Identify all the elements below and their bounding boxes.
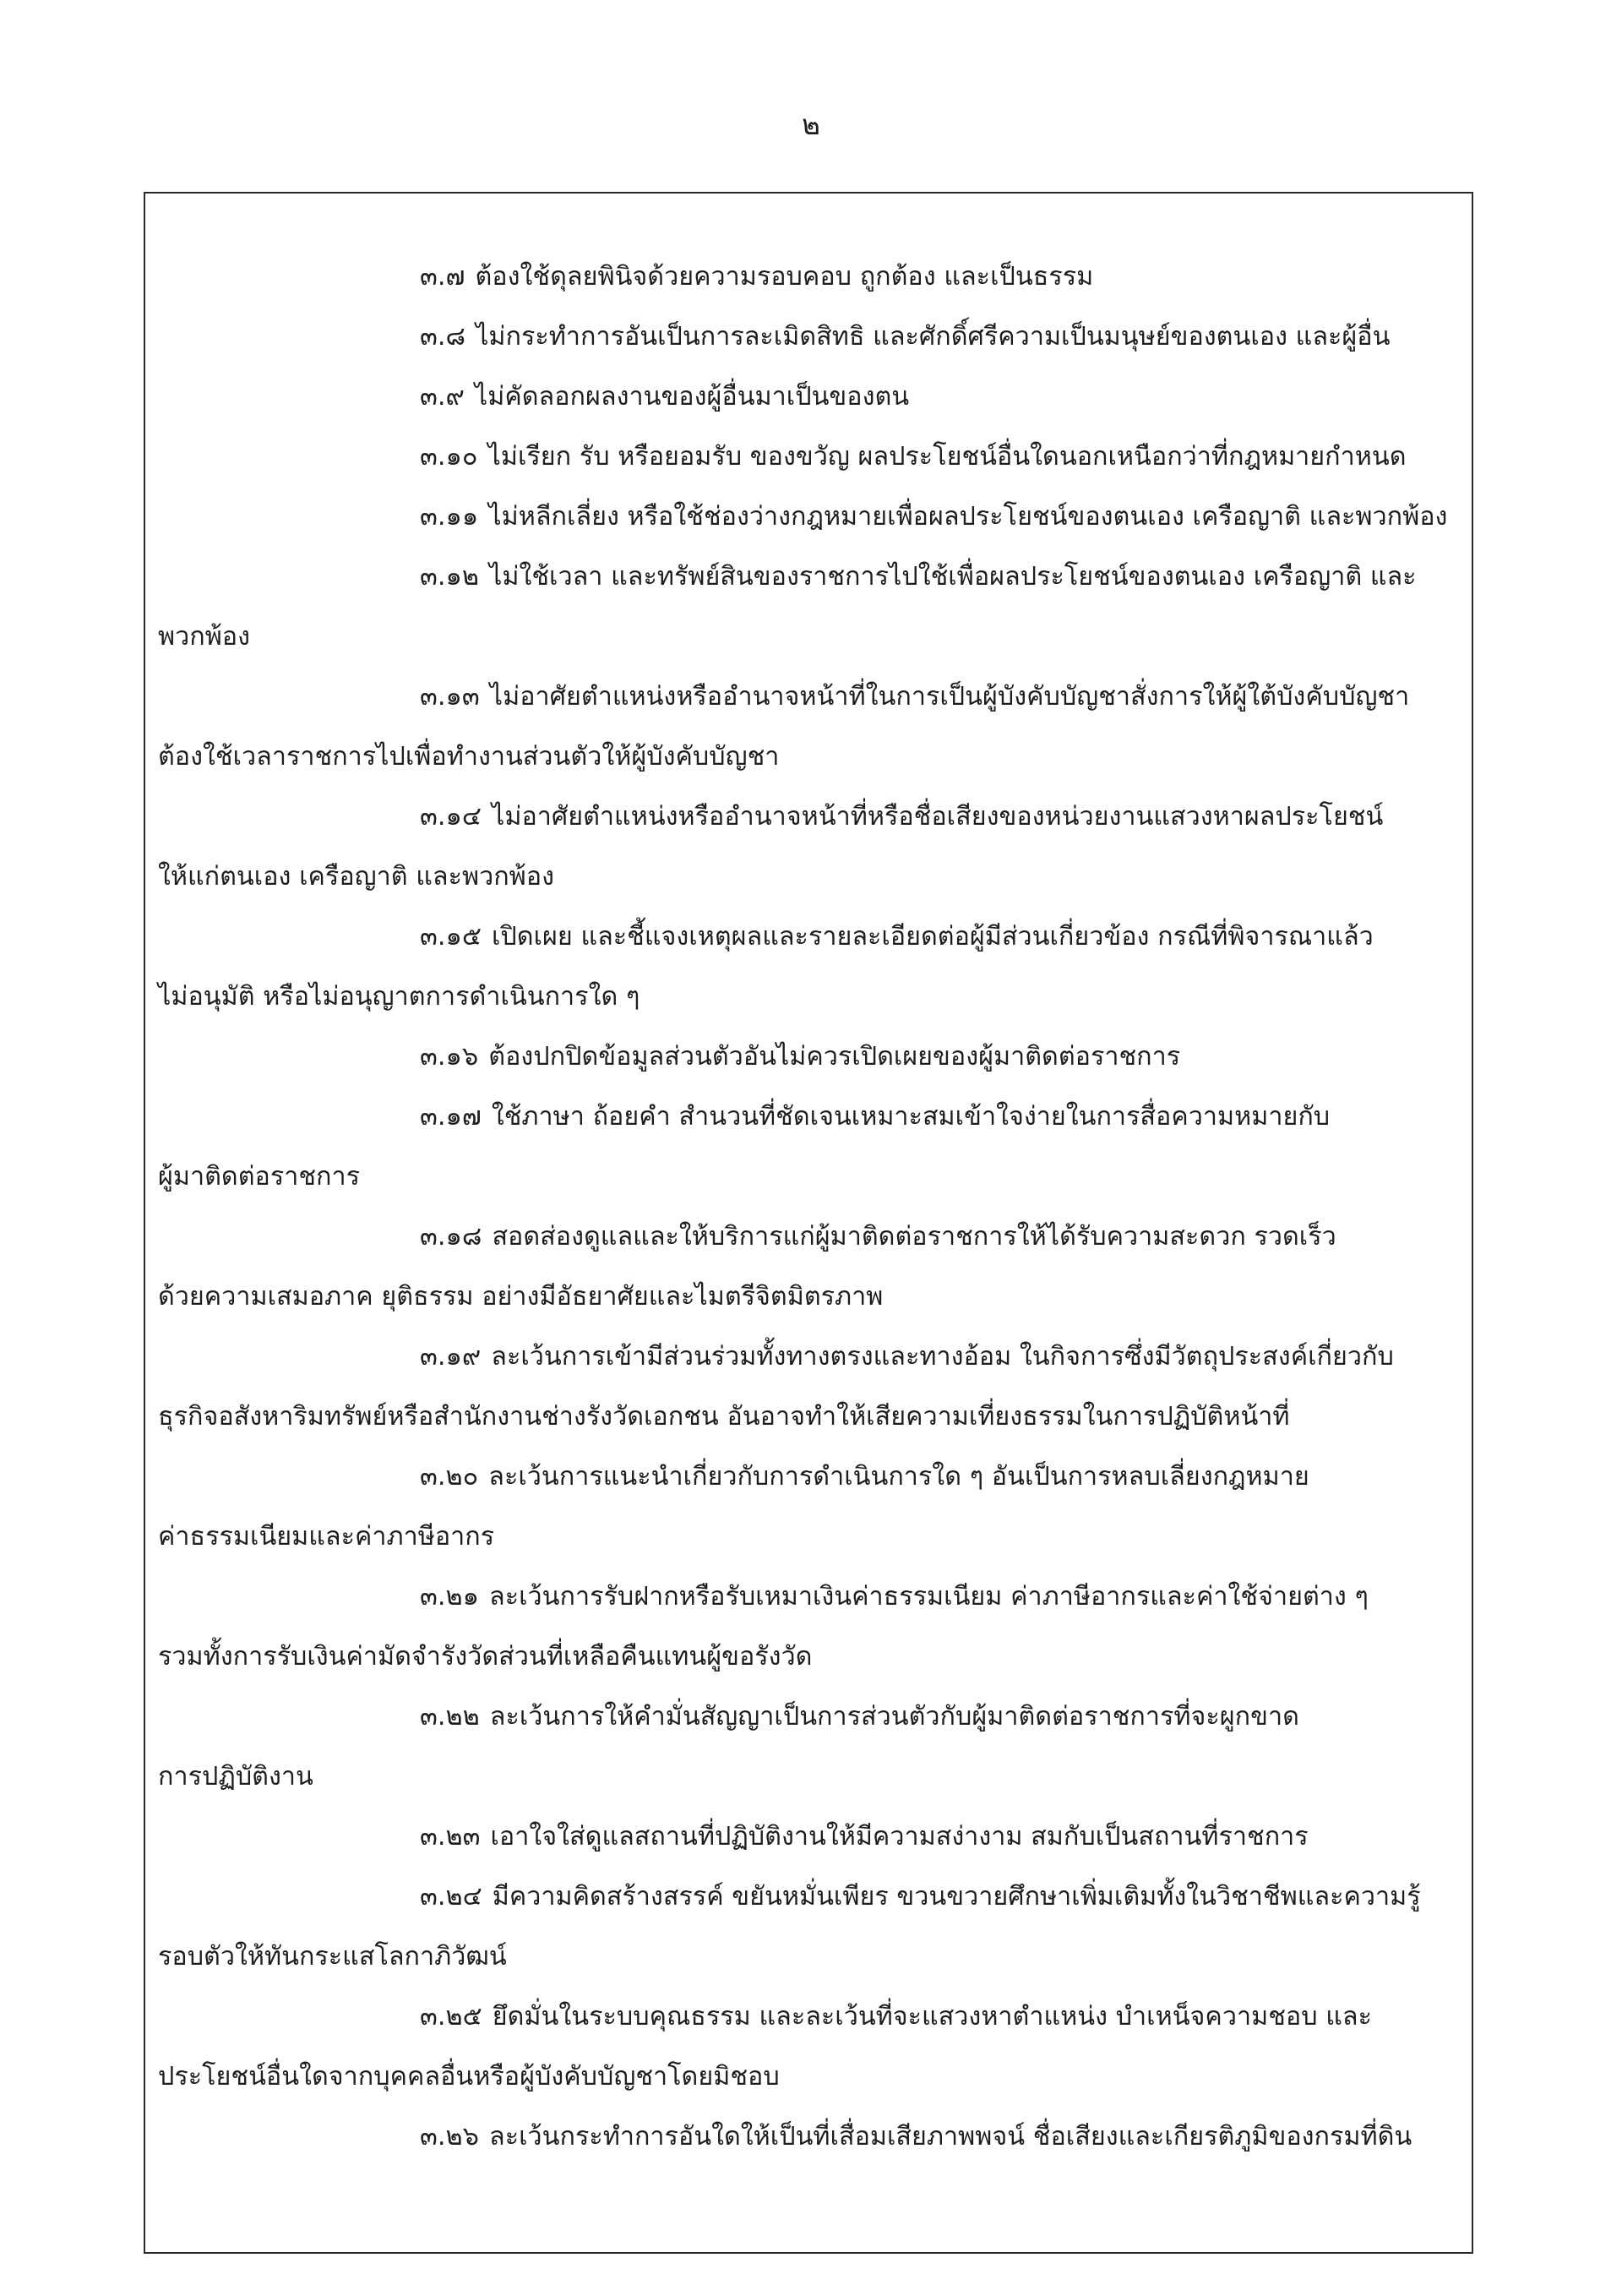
item-number: ๓.๒๔ — [420, 1882, 482, 1912]
list-item — [158, 247, 1469, 307]
item-continuation-line: พวกพ้อง — [158, 622, 251, 652]
list-item — [158, 487, 1469, 547]
item-number: ๓.๑๙ — [420, 1342, 482, 1372]
item-text: ไม่อาศัยตำแหน่งหรืออำนาจหน้าที่หรือชื่อเสียงของหน่วยงานแสวงหาผลประโยชน์ — [492, 802, 1384, 832]
item-first-line — [158, 1867, 1469, 1927]
item-first-line — [158, 1807, 1469, 1867]
document-body — [158, 247, 1469, 2167]
item-text: เอาใจใส่ดูแลสถานที่ปฏิบัติงานให้มีความสง่างาม สมกับเป็นสถานที่ราชการ — [490, 1822, 1309, 1852]
item-text: ละเว้นการรับฝากหรือรับเหมาเงินค่าธรรมเนียม ค่าภาษีอากรและค่าใช้จ่ายต่าง ๆ — [489, 1582, 1369, 1612]
item-number: ๓.๒๐ — [420, 1462, 479, 1492]
list-item — [158, 1987, 1469, 2107]
item-text: ไม่หลีกเลี่ยง หรือใช้ช่องว่างกฎหมายเพื่อผลประโยชน์ของตนเอง เครือญาติ และพวกพ้อง — [488, 502, 1448, 532]
item-text: ยึดมั่นในระบบคุณธรรม และละเว้นที่จะแสวงหาตำแหน่ง บำเหน็จความชอบ และ — [492, 2002, 1372, 2031]
list-item — [158, 667, 1469, 787]
item-text: ใช้ภาษา ถ้อยคำ สำนวนที่ชัดเจนเหมาะสมเข้าใจง่ายในการสื่อความหมายกับ — [491, 1102, 1331, 1132]
item-first-line — [158, 907, 1469, 967]
item-first-line — [158, 1207, 1469, 1267]
item-continuation-line: ด้วยความเสมอภาค ยุติธรรม อย่างมีอัธยาศัยและไมตรีจิตมิตรภาพ — [158, 1282, 884, 1312]
item-first-line — [158, 1687, 1469, 1747]
item-number: ๓.๘ — [420, 322, 466, 352]
item-number: ๓.๑๑ — [420, 502, 479, 532]
item-text: ละเว้นกระทำการอันใดให้เป็นที่เสื่อมเสียภาพพจน์ ชื่อเสียงและเกียรติภูมิของกรมที่ดิน — [489, 2122, 1412, 2151]
list-item — [158, 547, 1469, 667]
item-first-line — [158, 1087, 1469, 1147]
page-number: ๒ — [802, 108, 820, 141]
item-continuation-line: ผู้มาติดต่อราชการ — [158, 1162, 361, 1192]
item-text: ต้องปกปิดข้อมูลส่วนตัวอันไม่ควรเปิดเผยของผู้มาติดต่อราชการ — [488, 1042, 1181, 1072]
item-continuation-line: การปฏิบัติงาน — [158, 1762, 313, 1792]
list-item — [158, 1087, 1469, 1207]
item-number: ๓.๑๓ — [420, 682, 480, 712]
item-text: ไม่อาศัยตำแหน่งหรืออำนาจหน้าที่ในการเป็นผู้บังคับบัญชาสั่งการให้ผู้ใต้บังคับบัญชา — [489, 682, 1410, 712]
list-item — [158, 1867, 1469, 1987]
item-first-line — [158, 247, 1469, 307]
item-number: ๓.๑๐ — [420, 442, 478, 472]
item-number: ๓.๙ — [420, 382, 465, 412]
item-number: ๓.๗ — [420, 262, 465, 292]
item-number: ๓.๑๔ — [420, 802, 482, 832]
item-first-line — [158, 487, 1469, 547]
item-number: ๓.๑๗ — [420, 1102, 482, 1132]
list-item — [158, 307, 1469, 367]
list-item — [158, 427, 1469, 487]
item-text: ต้องใช้ดุลยพินิจด้วยความรอบคอบ ถูกต้อง และเป็นธรรม — [475, 262, 1094, 292]
item-number: ๓.๑๖ — [420, 1042, 479, 1072]
item-text: ละเว้นการแนะนำเกี่ยวกับการดำเนินการใด ๆ อันเป็นการหลบเลี่ยงกฎหมาย — [488, 1462, 1309, 1492]
item-first-line — [158, 1567, 1469, 1627]
item-text: ละเว้นการเข้ามีส่วนร่วมทั้งทางตรงและทางอ้อม ในกิจการซึ่งมีวัตถุประสงค์เกี่ยวกับ — [491, 1342, 1394, 1372]
item-continuation-line: ประโยชน์อื่นใดจากบุคคลอื่นหรือผู้บังคับบัญชาโดยมิชอบ — [158, 2062, 780, 2091]
list-item — [158, 1447, 1469, 1567]
list-item — [158, 787, 1469, 907]
item-continuation-line: รอบตัวให้ทันกระแสโลกาภิวัฒน์ — [158, 1942, 507, 1972]
item-first-line — [158, 1327, 1469, 1387]
item-number: ๓.๒๓ — [420, 1822, 481, 1852]
item-first-line — [158, 427, 1469, 487]
item-number: ๓.๑๒ — [420, 562, 480, 592]
list-item — [158, 1027, 1469, 1087]
item-first-line — [158, 307, 1469, 367]
item-number: ๓.๒๕ — [420, 2002, 482, 2031]
item-text: ไม่คัดลอกผลงานของผู้อื่นมาเป็นของตน — [474, 382, 910, 412]
item-text: มีความคิดสร้างสรรค์ ขยันหมั่นเพียร ขวนขวายศึกษาเพิ่มเติมทั้งในวิชาชีพและความรู้ — [492, 1882, 1421, 1912]
item-continuation-line: ค่าธรรมเนียมและค่าภาษีอากร — [158, 1522, 495, 1552]
list-item — [158, 367, 1469, 427]
item-first-line — [158, 1447, 1469, 1507]
item-first-line — [158, 2107, 1469, 2167]
item-text: สอดส่องดูแลและให้บริการแก่ผู้มาติดต่อราชการให้ได้รับความสะดวก รวดเร็ว — [492, 1222, 1336, 1252]
item-first-line — [158, 667, 1469, 727]
item-number: ๓.๒๑ — [420, 1582, 480, 1612]
item-first-line — [158, 367, 1469, 427]
list-item — [158, 1807, 1469, 1867]
item-first-line — [158, 1027, 1469, 1087]
item-number: ๓.๑๘ — [420, 1222, 482, 1252]
item-text: เปิดเผย และชี้แจงเหตุผลและรายละเอียดต่อผู้มีส่วนเกี่ยวข้อง กรณีที่พิจารณาแล้ว — [492, 922, 1374, 952]
item-first-line — [158, 547, 1469, 607]
item-number: ๓.๒๖ — [420, 2122, 480, 2151]
item-number: ๓.๑๕ — [420, 922, 482, 952]
item-continuation-line: ธุรกิจอสังหาริมทรัพย์หรือสำนักงานช่างรังวัดเอกชน อันอาจทำให้เสียความเที่ยงธรรมในการปฏิบัติหน้าที่ — [158, 1402, 1290, 1432]
item-text: ละเว้นการให้คำมั่นสัญญาเป็นการส่วนตัวกับผู้มาติดต่อราชการที่จะผูกขาด — [489, 1702, 1299, 1732]
item-first-line — [158, 1987, 1469, 2047]
list-item — [158, 2107, 1469, 2167]
list-item — [158, 1327, 1469, 1447]
item-first-line — [158, 787, 1469, 847]
item-text: ไม่เรียก รับ หรือยอมรับ ของขวัญ ผลประโยชน์อื่นใดนอกเหนือกว่าที่กฎหมายกำหนด — [487, 442, 1407, 472]
item-continuation-line: ให้แก่ตนเอง เครือญาติ และพวกพ้อง — [158, 862, 554, 892]
list-item — [158, 1207, 1469, 1327]
list-item — [158, 1687, 1469, 1807]
list-item — [158, 1567, 1469, 1687]
item-continuation-line: รวมทั้งการรับเงินค่ามัดจำรังวัดส่วนที่เหลือคืนแทนผู้ขอรังวัด — [158, 1642, 813, 1672]
item-number: ๓.๒๒ — [420, 1702, 480, 1732]
item-continuation-line: ไม่อนุมัติ หรือไม่อนุญาตการดำเนินการใด ๆ — [158, 982, 640, 1012]
list-item — [158, 907, 1469, 1027]
item-text: ไม่ใช้เวลา และทรัพย์สินของราชการไปใช้เพื่อผลประโยชน์ของตนเอง เครือญาติ และ — [489, 562, 1417, 592]
item-continuation-line: ต้องใช้เวลาราชการไปเพื่อทำงานส่วนตัวให้ผู้บังคับบัญชา — [158, 742, 780, 772]
item-text: ไม่กระทำการอันเป็นการละเมิดสิทธิ และศักดิ์ศรีความเป็นมนุษย์ของตนเอง และผู้อื่น — [476, 322, 1391, 352]
